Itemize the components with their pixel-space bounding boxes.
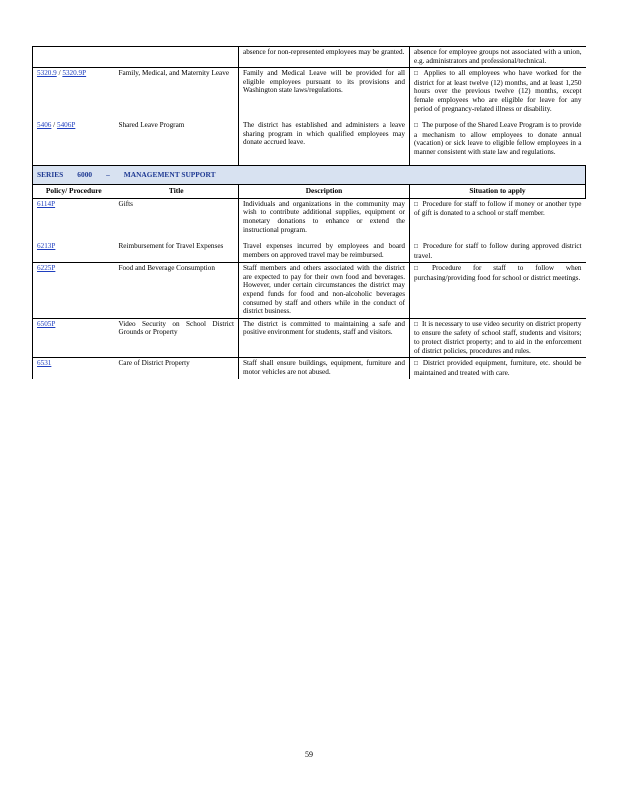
table-row xyxy=(33,358,586,380)
table-row xyxy=(33,318,586,357)
situation-cell xyxy=(410,263,586,319)
title-cell: Reimbursement for Travel Expenses xyxy=(118,242,224,251)
description-cell: The district is committed to maintaining a safe and positive environment for students, staff and visitors. xyxy=(239,318,410,357)
title-cell: Food and Beverage Consumption xyxy=(115,263,239,319)
page-number: 59 xyxy=(305,750,313,759)
situation-text: District provided equipment, furniture, etc. should be maintained and treated with care. xyxy=(414,359,582,377)
series-name: MANAGEMENT SUPPORT xyxy=(123,169,216,179)
procedure-link[interactable]: 6225P xyxy=(37,264,56,273)
table-row xyxy=(33,263,586,319)
checkbox-bullet-icon xyxy=(414,69,424,77)
title-cell: Video Security on School District Grounds or Property xyxy=(115,318,239,357)
procedure-link[interactable]: 6505P xyxy=(37,319,56,328)
policy-cell xyxy=(33,68,115,115)
procedure-link[interactable]: 5320.9P xyxy=(62,69,87,78)
description-cell: Staff members and others associated with the district are expected to pay for their own food and beverages. However, under certain circumstances the district may expend funds for food and non-alcoholic beverages consumed by staff and others while in the conduct of district business. xyxy=(239,263,410,319)
situation-cell xyxy=(410,198,586,236)
situation-cell xyxy=(410,318,586,357)
title-cell: Care of District Property xyxy=(115,358,239,380)
situation-text: The purpose of the Shared Leave Program is to provide a mechanism to allow employees to donate annual (vacation) or sick leave to eligible fellow employees in a manner consistent with state law and regulations. xyxy=(414,121,582,156)
situation-cell xyxy=(410,68,586,115)
situation-text: Procedure for staff to follow when purchasing/providing food for school or district meetings. xyxy=(414,264,582,282)
policy-cell xyxy=(33,198,115,236)
situation-cell xyxy=(410,236,586,263)
policy-cell xyxy=(33,263,115,319)
procedure-link[interactable]: 6114P xyxy=(37,199,56,208)
situation-cell: absence for employee groups not associated with a union, e.g. administrators and professional/technical. xyxy=(410,47,586,68)
column-header-row xyxy=(33,185,586,199)
column-header-situation: Situation to apply xyxy=(410,185,586,199)
series-dash: – xyxy=(106,169,110,179)
checkbox-bullet-icon xyxy=(414,359,423,367)
title-cell: Family, Medical, and Maternity Leave xyxy=(115,68,239,115)
situation-text: It is necessary to use video security on district property to ensure the safety of school staff, students and visitors; to protect district property; and to aid in the enforcement of district policies, procedures and rules. xyxy=(414,319,582,355)
title-cell: Gifts xyxy=(118,199,133,208)
series-label: SERIES xyxy=(37,169,64,179)
situation-text: Procedure for staff to follow if money or another type of gift is donated to a school or staff member. xyxy=(414,199,582,218)
column-header-title: Title xyxy=(115,185,239,199)
policy-cell xyxy=(33,115,115,165)
description-cell: The district has established and administers a leave sharing program in which qualified employees may donate accrued leave. xyxy=(239,115,410,165)
checkbox-bullet-icon xyxy=(414,242,423,250)
series-header-row xyxy=(33,165,586,185)
policy-table-page xyxy=(32,46,585,379)
policy-separator: / xyxy=(58,69,61,78)
situation-text: Procedure for staff to follow during approved district travel. xyxy=(414,242,582,260)
policy-table xyxy=(32,46,586,379)
checkbox-bullet-icon xyxy=(414,121,422,129)
table-row xyxy=(33,236,586,263)
policy-separator: / xyxy=(53,121,56,130)
description-cell: Staff shall ensure buildings, equipment, furniture and motor vehicles are not abused. xyxy=(239,358,410,380)
policy-link[interactable]: 6531 xyxy=(37,359,52,368)
policy-cell xyxy=(33,236,115,263)
column-header-description: Description xyxy=(239,185,410,199)
policy-link[interactable]: 5406 xyxy=(37,121,52,130)
description-cell: Individuals and organizations in the community may wish to contribute additional supplies, equipment or monetary donations to enhance or extend the instructional program. xyxy=(239,198,410,236)
table-row xyxy=(33,47,586,68)
series-number: 6000 xyxy=(77,169,93,179)
title-cell: Shared Leave Program xyxy=(118,121,185,130)
procedure-link[interactable]: 5406P xyxy=(56,121,76,130)
checkbox-bullet-icon xyxy=(414,264,432,272)
policy-cell xyxy=(33,318,115,357)
situation-cell xyxy=(410,358,586,380)
description-cell: Family and Medical Leave will be provided for all eligible employees pursuant to its provisions and Washington state laws/regulations. xyxy=(239,68,410,115)
policy-link[interactable]: 5320.9 xyxy=(37,69,57,78)
column-header-policy: Policy/ Procedure xyxy=(33,185,115,199)
table-row xyxy=(33,115,586,165)
situation-cell xyxy=(410,115,586,165)
policy-cell xyxy=(33,358,115,380)
table-row xyxy=(33,198,586,236)
series-header xyxy=(33,165,586,185)
description-cell: Travel expenses incurred by employees and board members on approved travel may be reimbursed. xyxy=(239,236,410,263)
checkbox-bullet-icon xyxy=(414,320,422,328)
situation-text: Applies to all employees who have worked for the district for at least twelve (12) months, and at least 1,250 hours over the previous twelve (12) months, except female employees who are eligible for leave for any period of pregnancy-related illness or disability. xyxy=(414,69,582,113)
procedure-link[interactable]: 6213P xyxy=(37,242,56,251)
description-cell: absence for non-represented employees may be granted. xyxy=(239,47,410,68)
table-row xyxy=(33,68,586,115)
